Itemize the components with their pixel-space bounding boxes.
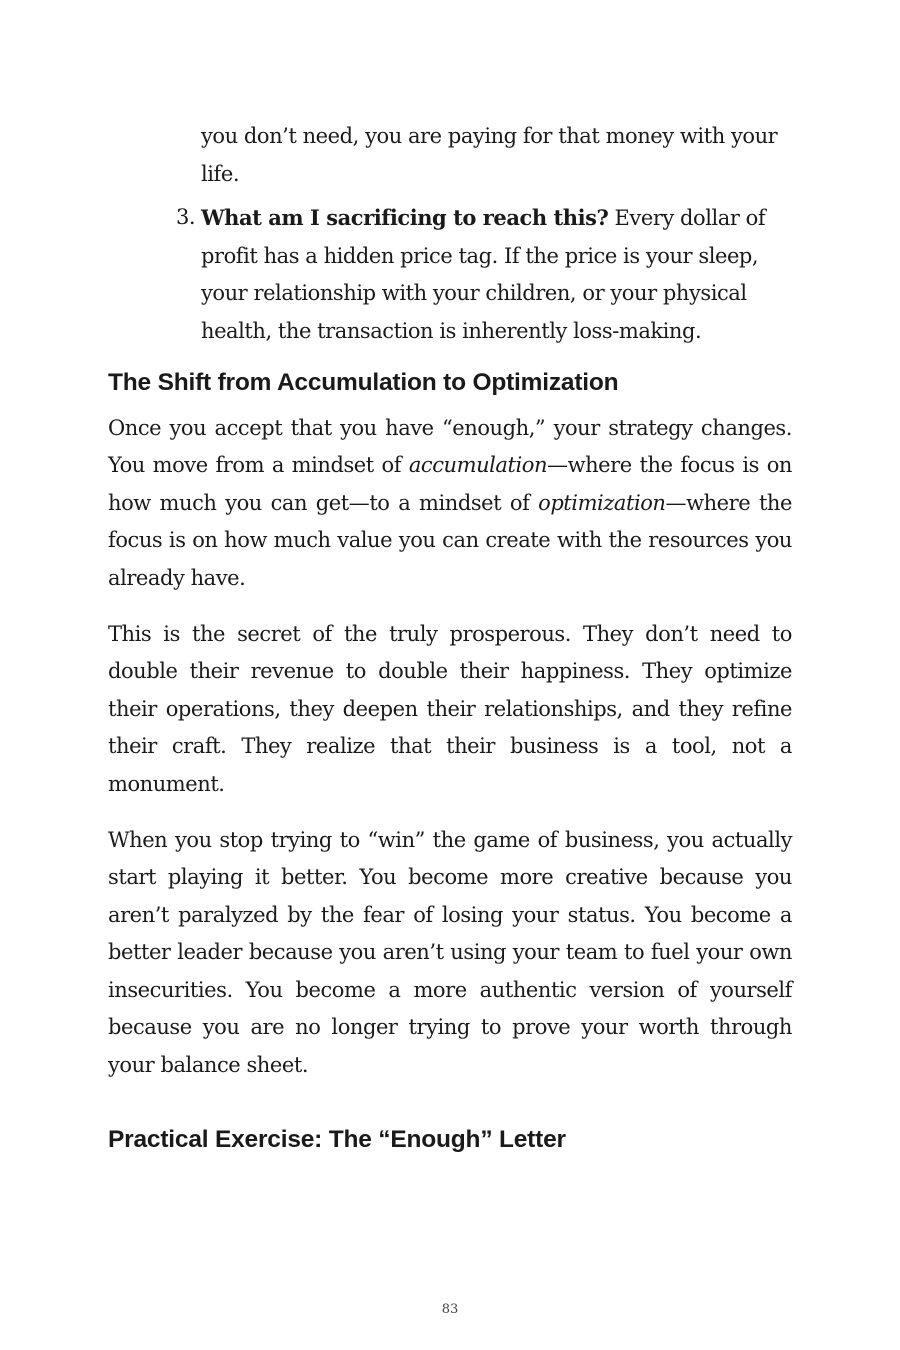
- section-heading-exercise: Practical Exercise: The “Enough” Letter: [108, 1125, 566, 1153]
- paragraph-accumulation-part-b: —where the focus is on how much you can get—to a mindset of: [108, 453, 792, 515]
- list-item-question: What am I sacrificing to reach this?: [201, 205, 609, 231]
- emphasis-optimization: optimization: [538, 490, 666, 515]
- list-number: 3.: [176, 205, 196, 230]
- paragraph-accumulation-part-a: Once you accept that you have “enough,” your strategy changes. You move from a mindset of: [108, 415, 792, 478]
- list-continuation-text: you don’t need, you are paying for that money with your life.: [201, 124, 778, 186]
- paragraph-prosperous: This is the secret of the truly prosperous. They don’t need to double their revenue to double their happiness. They optimize their operations, they deepen their relationships, and they refine their craft. They realize that their business is a tool, not a monument.: [108, 621, 792, 796]
- page-number: 83: [441, 1302, 459, 1317]
- section-heading-shift: The Shift from Accumulation to Optimization: [108, 368, 619, 396]
- list-item-text: [201, 206, 765, 343]
- list-item-body: Every dollar of profit has a hidden price tag. If the price is your sleep, your relationship with your children, or your physical health, the transaction is inherently loss-making.: [201, 206, 766, 343]
- list-item-3: [108, 199, 792, 350]
- paragraph-win: When you stop trying to “win” the game of business, you actually start playing it better. You become more creative because you aren’t paralyzed by the fear of losing your status. You become a better leader because you aren’t using your team to fuel your own insecurities. You become a more authentic version of yourself because you are no longer trying to prove your worth through your balance sheet.: [108, 827, 792, 1078]
- paragraph-accumulation-part-c: —where the focus is on how much value you can create with the resources you already have.: [108, 490, 792, 590]
- emphasis-accumulation: accumulation: [408, 453, 548, 478]
- page-content: [108, 118, 792, 1155]
- paragraph-accumulation: [108, 410, 792, 598]
- list-continuation: [108, 118, 792, 193]
